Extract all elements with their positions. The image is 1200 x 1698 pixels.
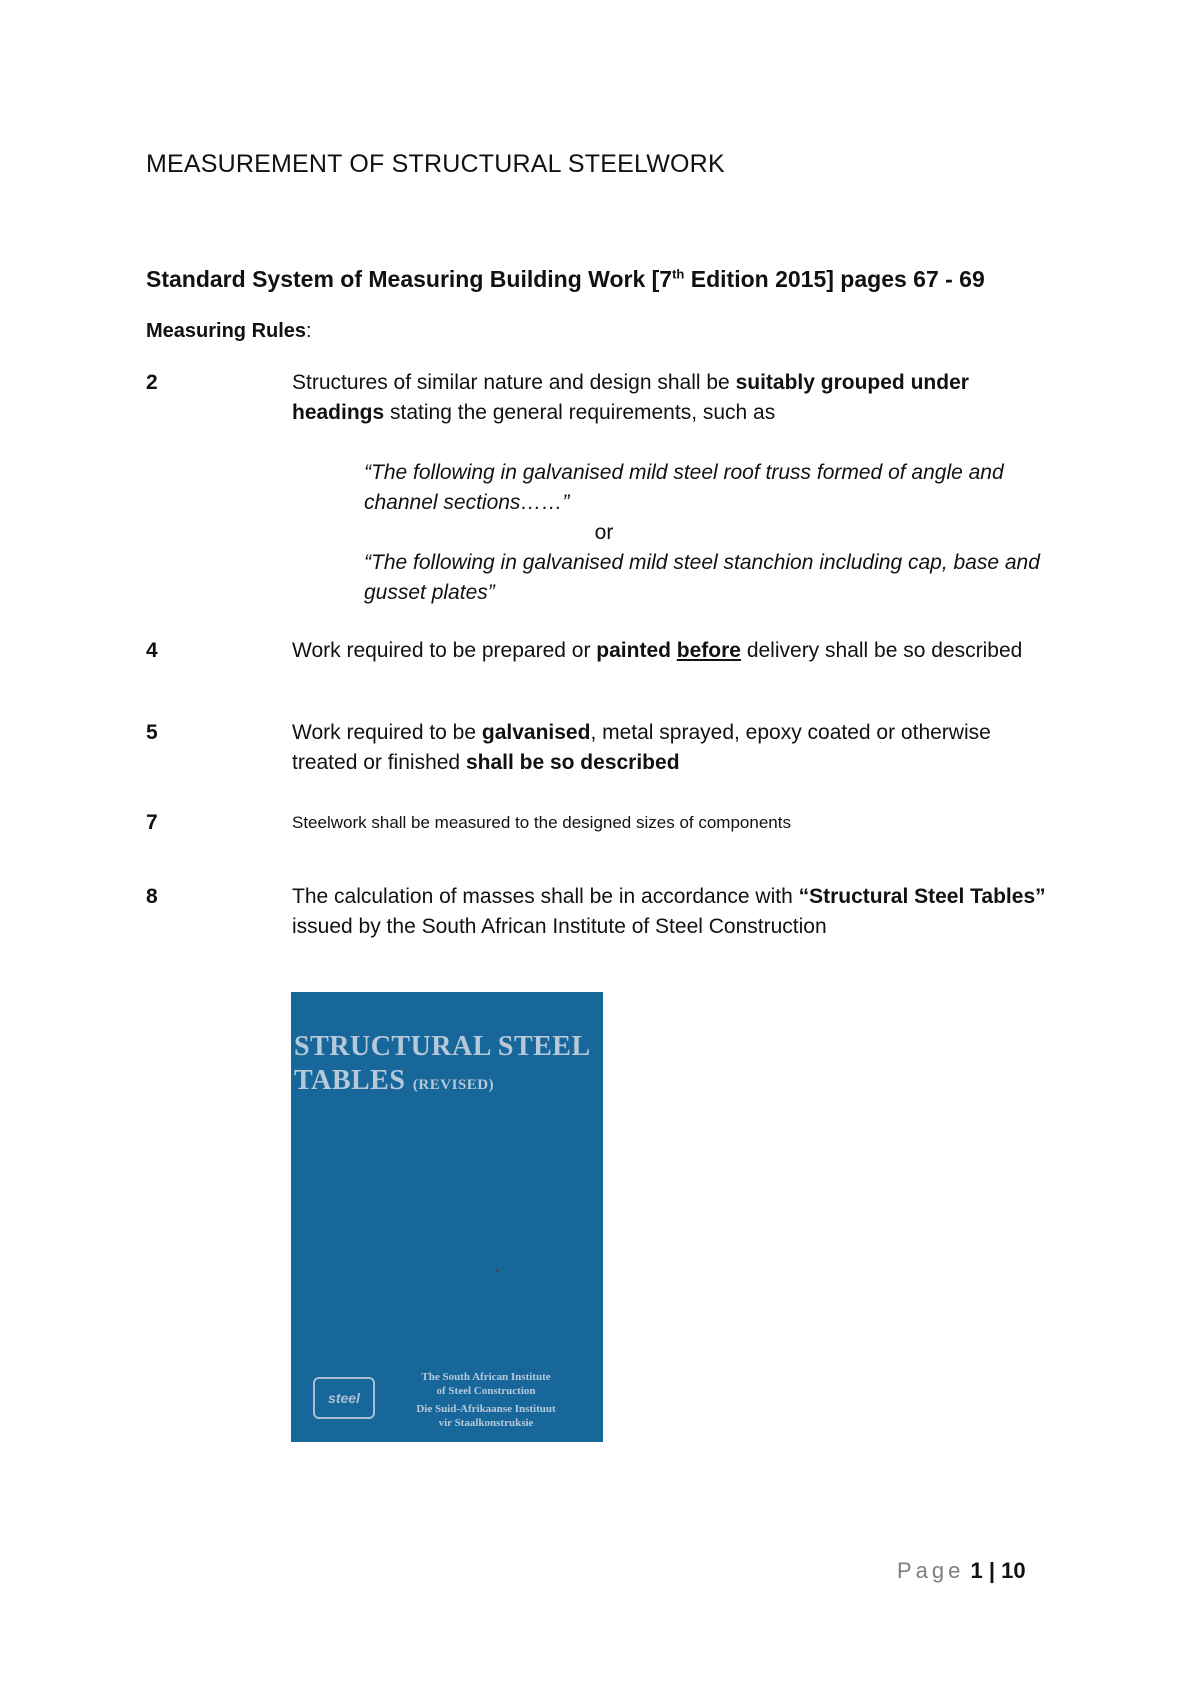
rule-text bbox=[292, 636, 1062, 666]
page-title: MEASUREMENT OF STRUCTURAL STEELWORK bbox=[146, 150, 725, 178]
rule-text bbox=[292, 718, 1062, 778]
page-footer bbox=[897, 1558, 1026, 1584]
rule-text bbox=[292, 368, 1062, 428]
book-cover-image bbox=[291, 992, 603, 1442]
rule-text-part: issued by the South African Institute of Steel Construction bbox=[292, 915, 827, 938]
example-quote-1: “The following in galvanised mild steel roof truss formed of angle and channel sections……” bbox=[364, 461, 1004, 514]
steel-logo-icon: steel bbox=[313, 1377, 375, 1419]
rule-text-emphasis: painted bbox=[596, 639, 671, 662]
rule-text-part: stating the general requirements, such as bbox=[384, 401, 776, 424]
rule-text-part: Structures of similar nature and design shall be bbox=[292, 371, 736, 394]
rule-text-part: Work required to be bbox=[292, 721, 482, 744]
rules-heading bbox=[146, 320, 312, 343]
footer-current-page: 1 bbox=[970, 1558, 983, 1583]
subtitle-suffix: Edition 2015] pages 67 - 69 bbox=[684, 266, 985, 292]
footer-total-pages: 10 bbox=[1001, 1558, 1026, 1583]
book-cover-publisher: The South African Institute of Steel Construction Die Suid-Afrikaanse Instituut vir Staalkonstruksie bbox=[416, 1371, 556, 1429]
rule-text-emphasis: suitably grouped under headings bbox=[292, 371, 969, 424]
rules-heading-label: Measuring Rules bbox=[146, 320, 307, 342]
rule-text-emphasis: shall be so described bbox=[465, 751, 680, 774]
rule-text-part: Work required to be prepared or bbox=[292, 639, 597, 662]
rule-text: Steelwork shall be measured to the designed sizes of components bbox=[292, 813, 791, 832]
rule-number: 5 bbox=[146, 721, 158, 744]
rule-text bbox=[292, 882, 1062, 942]
rule-number: 7 bbox=[146, 811, 158, 834]
subtitle-superscript: th bbox=[672, 266, 685, 282]
rule-text-underlined: before bbox=[676, 639, 741, 662]
subtitle-prefix: Standard System of Measuring Building Work [7 bbox=[146, 266, 673, 292]
book-cover-title bbox=[294, 1030, 591, 1102]
document-subtitle bbox=[146, 266, 985, 293]
example-or: or bbox=[594, 521, 614, 544]
rule-number: 2 bbox=[146, 371, 158, 394]
cover-speck bbox=[496, 1269, 499, 1273]
rule-text-emphasis: “Structural Steel Tables” bbox=[798, 885, 1046, 908]
rule-examples bbox=[364, 458, 1064, 608]
rules-heading-colon: : bbox=[306, 320, 312, 342]
book-cover-title-line2: TABLES (REVISED) bbox=[294, 1065, 495, 1096]
book-cover-revised: (REVISED) bbox=[412, 1077, 495, 1093]
rule-number: 8 bbox=[146, 885, 158, 908]
rule-text-part: , metal sprayed, epoxy coated or otherwise treated or finished bbox=[292, 721, 991, 774]
footer-separator: | bbox=[988, 1558, 996, 1583]
rule-text-part: delivery shall be so described bbox=[740, 639, 1023, 662]
rule-text-part: The calculation of masses shall be in accordance with bbox=[292, 885, 799, 908]
example-quote-2: “The following in galvanised mild steel stanchion including cap, base and gusset plates” bbox=[364, 551, 1040, 604]
rule-number: 4 bbox=[146, 639, 158, 662]
footer-page-word: Page bbox=[897, 1558, 965, 1583]
rule-text-emphasis: galvanised bbox=[481, 721, 591, 744]
book-cover-title-line1: STRUCTURAL STEEL bbox=[294, 1031, 591, 1062]
